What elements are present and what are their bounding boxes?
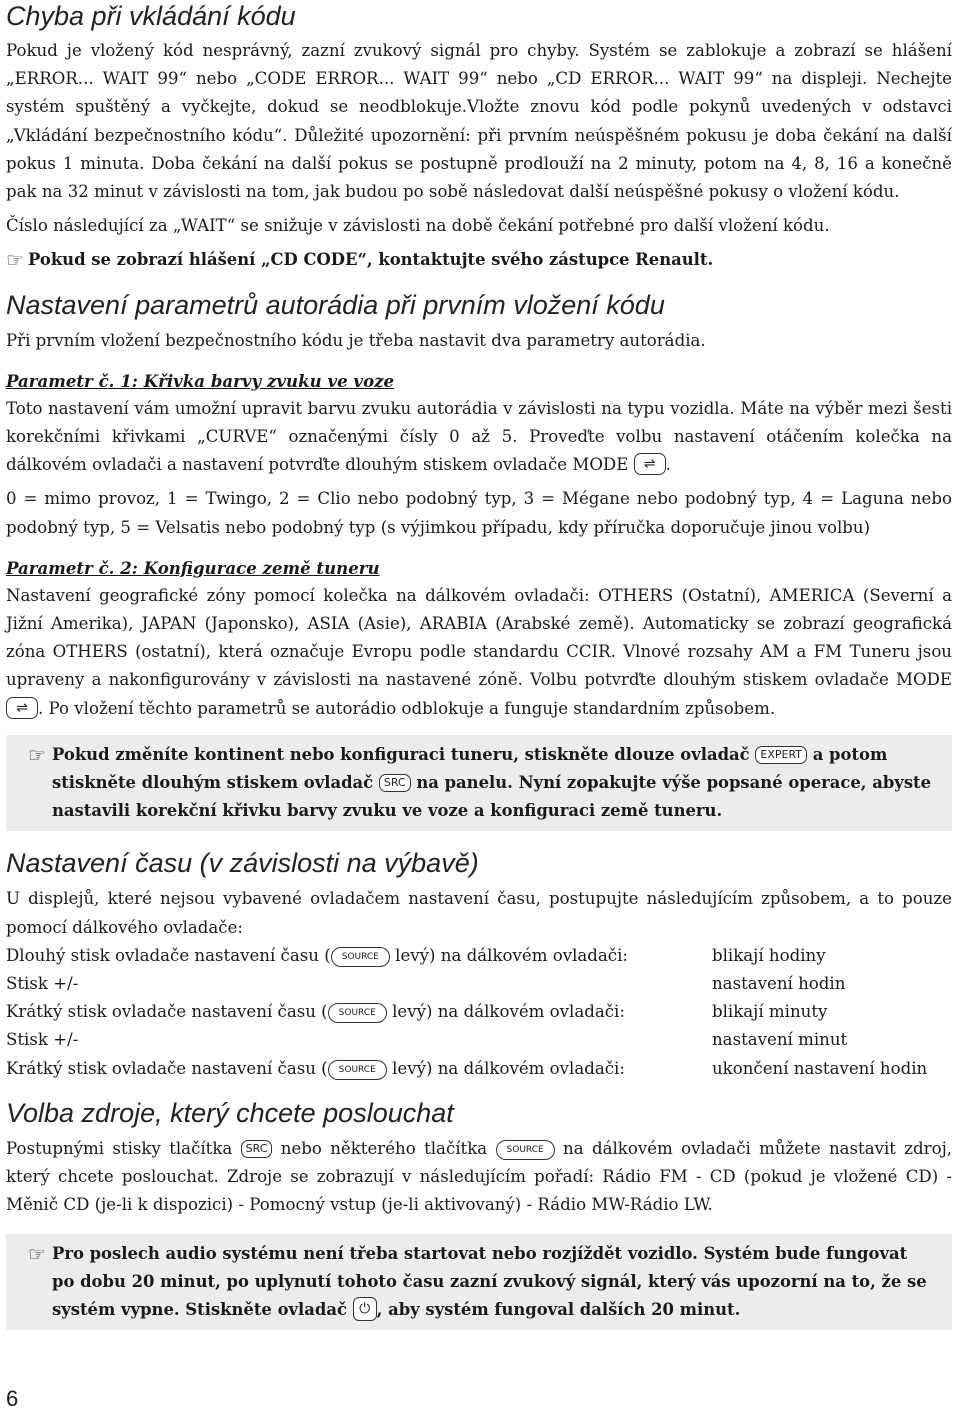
time-step-row <box>6 998 952 1026</box>
mode-button-icon: ⇌ <box>634 453 666 475</box>
section-title-parameters: Nastavení parametrů autorádia při prvním vložení kódu <box>6 289 665 320</box>
param1-text: Toto nastavení vám umožní upravit barvu zvuku autorádia v závislosti na typu vozidla. Máte na výběr mezi šesti korekčními křivkami „CURVE“ označenými čísly 0 až 5. Proveďte volbu nastavení otáčením kolečka na dálkovém ovladači a nastavení potvrďte dlouhým stiskem ovladače MODE <box>6 398 952 475</box>
expert-button-icon: EXPERT <box>755 746 807 764</box>
section-title-time: Nastavení času (v závislosti na výbavě) <box>6 848 479 879</box>
time-step-row <box>6 1026 952 1054</box>
page <box>6 0 952 1330</box>
source-text: nebo některého tlačítka <box>280 1138 488 1158</box>
time-step-result: blikají minuty <box>712 1002 828 1022</box>
time-step-result: nastavení minut <box>712 1030 848 1050</box>
note-text: na panelu. Nyní zopakujte výše popsané operace, abyste nastavili korekční křivku barvy zvuku ve voze a konfiguraci země tuneru. <box>52 773 932 821</box>
paragraph: Toto nastavení vám umožní upravit barvu zvuku autorádia v závislosti na typu vozidla. Máte na výběr mezi šesti korekčními křivkami „CURVE“ označenými čísly 0 až 5. Proveďte volbu nastavení otáčením kolečka na dálkovém ovladači a nastavení potvrďte dlouhým stiskem ovladače MODE ⇌ . <box>6 398 952 475</box>
note-text: Pro poslech audio systému není třeba startovat nebo rozjíždět vozidlo. Systém bude fungovat po dobu 20 minut, po uplynutí tohoto času zazní zvukový signál, který vás upozorní na to, že se systém vypne. Stiskněte ovladač <box>52 1243 927 1319</box>
section-title-source: Volba zdroje, který chcete poslouchat <box>6 1097 454 1128</box>
action-text: Dlouhý stisk ovladače nastavení času ( <box>6 945 331 965</box>
note <box>6 246 952 274</box>
note-text: a potom stiskněte dlouhým stiskem ovladač <box>52 744 888 793</box>
power-button-icon: ⏻ <box>353 1297 377 1321</box>
action-text: levý) na dálkovém ovladači: <box>386 1002 625 1022</box>
action-text: Krátký stisk ovladače nastavení času ( <box>6 1058 328 1078</box>
time-step-row <box>6 1055 952 1083</box>
src-button-icon: SRC <box>241 1140 273 1158</box>
time-step-action <box>6 1055 712 1083</box>
note-text: , aby systém fungoval dalších 20 minut. <box>376 1299 741 1319</box>
time-steps <box>6 942 952 1083</box>
source-button-icon: SOURCE <box>331 947 390 967</box>
source-text: Postupnými stisky tlačítka <box>6 1138 233 1158</box>
paragraph <box>6 1135 952 1220</box>
hand-pointer-icon: ☞ <box>28 742 46 767</box>
hand-pointer-icon: ☞ <box>6 248 24 273</box>
source-button-icon: SOURCE <box>328 1060 387 1080</box>
page-number: 6 <box>6 1386 19 1411</box>
time-step-result: nastavení hodin <box>712 974 846 994</box>
note-text: Pokud se zobrazí hlášení „CD CODE“, kontaktujte svého zástupce Renault. <box>28 250 714 270</box>
time-step-row <box>6 942 952 970</box>
subheading-param2: Parametr č. 2: Konfigurace země tuneru <box>6 557 380 578</box>
note-shaded <box>6 1234 952 1331</box>
time-step-action <box>6 942 712 970</box>
time-step-action <box>6 998 712 1026</box>
hand-pointer-icon: ☞ <box>28 1241 46 1266</box>
section-title-code-error: Chyba při vkládání kódu <box>6 1 296 31</box>
paragraph: 0 = mimo provoz, 1 = Twingo, 2 = Clio nebo podobný typ, 3 = Mégane nebo podobný typ, 4 = Laguna nebo podobný typ, 5 = Velsatis nebo podobný typ (s výjimkou případu, kdy příručka doporučuje jinou volbu) <box>6 489 952 537</box>
action-text: Krátký stisk ovladače nastavení času ( <box>6 1002 328 1022</box>
note-shaded <box>6 735 952 832</box>
param2-text-end: . Po vložení těchto parametrů se autorádio odblokuje a funguje standardním způsobem. <box>38 698 776 718</box>
action-text: levý) na dálkovém ovladači: <box>389 945 628 965</box>
paragraph: Při prvním vložení bezpečnostního kódu je třeba nastavit dva parametry autorádia. <box>6 330 706 350</box>
mode-button-icon: ⇌ <box>6 697 38 719</box>
time-step-result: ukončení nastavení hodin <box>712 1058 928 1078</box>
time-step-result: blikají hodiny <box>712 945 826 965</box>
time-step-row <box>6 970 952 998</box>
subheading-param1: Parametr č. 1: Křivka barvy zvuku ve voze <box>6 370 395 391</box>
time-step-action <box>6 970 712 998</box>
note-text: Pokud změníte kontinent nebo konfiguraci tuneru, stiskněte dlouze ovladač <box>52 744 750 764</box>
source-button-icon: SOURCE <box>328 1003 387 1023</box>
param2-text: Nastavení geografické zóny pomocí kolečka na dálkovém ovladači: OTHERS (Ostatní), AMERICA (Severní a Jižní Amerika), JAPAN (Japonsko), ASIA (Asie), ARABIA (Arabské země). Automaticky se zobrazí geografická zóna OTHERS (ostatní), která označuje Evropu podle standardu CCIR. Vlnové rozsahy AM a FM Tuneru jsou upraveny a nakonfigurovány v závislosti na nastavené zóně. Volbu potvrďte dlouhým stiskem ovladače MODE <box>6 585 952 690</box>
paragraph: Pokud je vložený kód nesprávný, zazní zvukový signál pro chyby. Systém se zablokuje a zobrazí se hlášení „ERROR... WAIT 99“ nebo „CODE ERROR... WAIT 99“ nebo „CD ERROR... WAIT 99“ na displeji. Nechejte systém spuštěný a vyčkejte, dokud se neodblokuje.Vložte znovu kód podle pokynů uvedených v odstavci „Vkládání bezpečnostního kódu“. Důležité upozornění: při prvním neúspěšném pokusu je doba čekání na další pokus 1 minuta. Doba čekání na další pokus se postupně prodlouží na 2 minuty, potom na 4, 8, 16 a konečně pak na 32 minut v závislosti na tom, jak budou po sobě následovat další neúspěšné pokusy o vložení kódu. <box>6 41 952 202</box>
source-button-icon: SOURCE <box>496 1140 555 1160</box>
source-text: na dálkovém ovladači můžete nastavit zdroj, který chcete poslouchat. Zdroje se zobrazují v následujícím pořadí: Rádio FM - CD (pokud je vložené CD) - Měnič CD (je-li k dispozici) - Pomocný vstup (je-li aktivovaný) - Rádio MW-Rádio LW. <box>6 1138 953 1215</box>
paragraph: Číslo následující za „WAIT“ se snižuje v závislosti na době čekání potřebné pro další vložení kódu. <box>6 216 830 236</box>
paragraph: U displejů, které nejsou vybavené ovladačem nastavení času, postupujte následujícím způsobem, a to pouze pomocí dálkového ovladače: <box>6 889 952 937</box>
time-step-action <box>6 1026 712 1054</box>
src-button-icon: SRC <box>379 774 411 792</box>
action-text: levý) na dálkovém ovladači: <box>386 1058 625 1078</box>
action-text: Stisk +/- <box>6 1030 79 1050</box>
paragraph <box>6 582 952 723</box>
action-text: Stisk +/- <box>6 974 79 994</box>
